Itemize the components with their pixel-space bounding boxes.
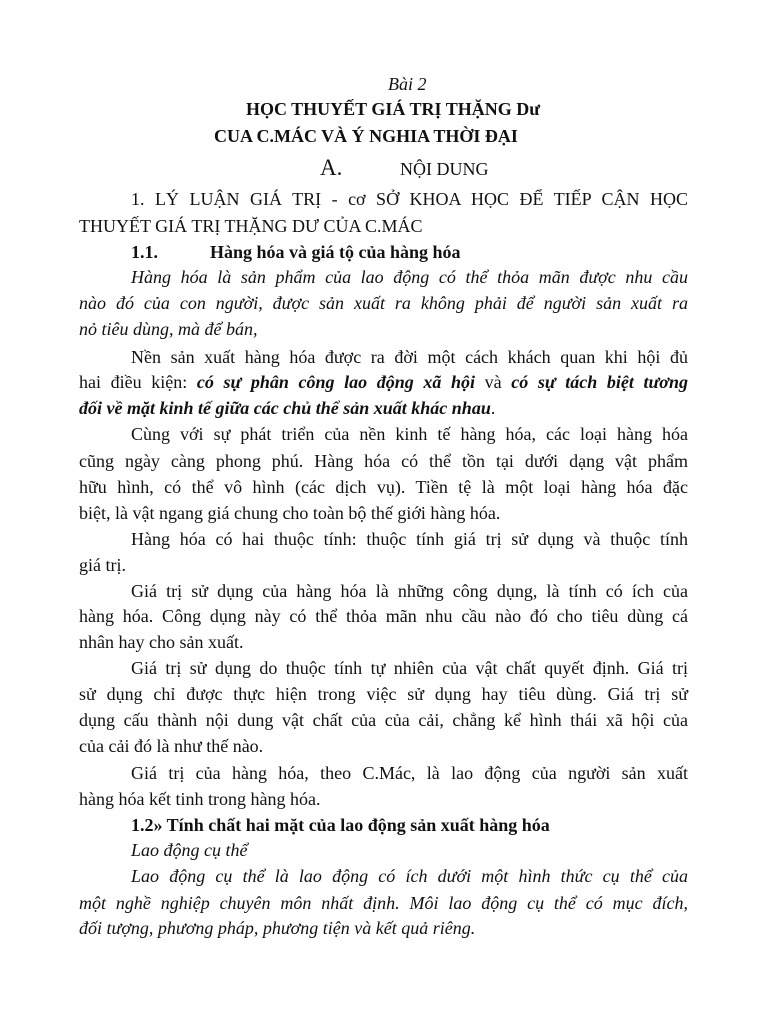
paragraph-line: hữu hình, có thể vô hình (các dịch vụ). Tiền tệ là một loại hàng hóa đặc <box>79 477 688 497</box>
paragraph-line: Hàng hóa là sản phẩm của lao động có thể thỏa mãn được nhu cầu <box>131 267 688 287</box>
paragraph-line: nỏ tiêu dùng, mà để bán, <box>79 319 258 339</box>
paragraph-line: hàng hóa. Công dụng này có thể thỏa mãn nhu cầu nào đó cho tiêu dùng cá <box>79 606 688 626</box>
paragraph-line: của cải đó là như thế nào. <box>79 736 264 756</box>
text-run: . <box>490 398 496 418</box>
paragraph-line: Giá trị của hàng hóa, theo C.Mác, là lao động của người sản xuất <box>131 763 688 783</box>
paragraph-line: nhân hay cho sản xuất. <box>79 632 244 652</box>
paragraph-line: cũng ngày càng phong phú. Hàng hóa có thể tồn tại dưới dạng vật phẩm <box>79 451 688 471</box>
section-letter: A. <box>320 155 343 180</box>
title-line-1: HỌC THUYẾT GIÁ TRỊ THẶNG Dư <box>246 99 541 119</box>
paragraph-line <box>79 398 495 419</box>
paragraph-line: nào đó của con người, được sản xuất ra không phải để người sản xuất ra <box>79 293 688 313</box>
paragraph-line: biệt, là vật ngang giá chung cho toàn bộ thế giới hàng hóa. <box>79 503 501 523</box>
emphasis-condition-2-cont: đối về mặt kinh tế giữa các chủ thể sản xuất khác nhau <box>79 398 491 418</box>
heading-1-2: 1.2» Tính chất hai mặt của lao động sản xuất hàng hóa <box>131 815 550 835</box>
paragraph-line: Lao động cụ thể là lao động có ích dưới một hình thức cụ thể của <box>131 866 688 886</box>
paragraph-line: Giá trị sử dụng của hàng hóa là những công dụng, là tính có ích của <box>131 581 688 601</box>
paragraph-line: đối tượng, phương pháp, phương tiện và kết quả riêng. <box>79 918 476 938</box>
section-title: NỘI DUNG <box>400 159 489 179</box>
paragraph-line: Cùng với sự phát triển của nền kinh tế hàng hóa, các loại hàng hóa <box>131 424 688 444</box>
text-run: và <box>475 372 512 392</box>
paragraph-line: Hàng hóa có hai thuộc tính: thuộc tính giá trị sử dụng và thuộc tính <box>131 529 688 549</box>
heading-1-1-number: 1.1. <box>131 242 158 262</box>
paragraph-line <box>79 372 688 393</box>
lesson-number: Bài 2 <box>388 74 427 94</box>
paragraph-line: Nền sản xuất hàng hóa được ra đời một cách khách quan khi hội đủ <box>131 347 688 367</box>
paragraph-line: sử dụng chỉ được thực hiện trong việc sử dụng hay tiêu dùng. Giá trị sử <box>79 684 688 704</box>
heading-1-line-1: 1. LÝ LUẬN GIÁ TRỊ - cơ SỞ KHOA HỌC ĐỂ TIẾP CẬN HỌC <box>131 189 688 209</box>
paragraph-line: dụng cấu thành nội dung vật chất của của cải, chẳng kể hình thái xã hội của <box>79 710 688 730</box>
heading-1-1-title: Hàng hóa và giá tộ của hàng hóa <box>210 242 461 262</box>
paragraph-line: Giá trị sử dụng do thuộc tính tự nhiên của vật chất quyết định. Giá trị <box>131 658 688 678</box>
subheading-concrete-labor: Lao động cụ thể <box>131 840 248 860</box>
heading-1-line-2: THUYẾT GIÁ TRỊ THẶNG DƯ CỦA C.MÁC <box>79 216 423 236</box>
title-line-2: CUA C.MÁC VÀ Ý NGHIA THỜI ĐẠI <box>214 126 518 146</box>
emphasis-condition-1: có sự phân công lao động xã hội <box>196 372 476 392</box>
paragraph-line: một nghề nghiệp chuyên môn nhất định. Môi lao động cụ thể có mục đích, <box>79 893 688 913</box>
paragraph-line: hàng hóa kết tinh trong hàng hóa. <box>79 789 321 809</box>
paragraph-line: giá trị. <box>79 555 126 575</box>
text-run: hai điều kiện: <box>79 372 197 392</box>
emphasis-condition-2: có sự tách biệt tương <box>511 372 688 392</box>
